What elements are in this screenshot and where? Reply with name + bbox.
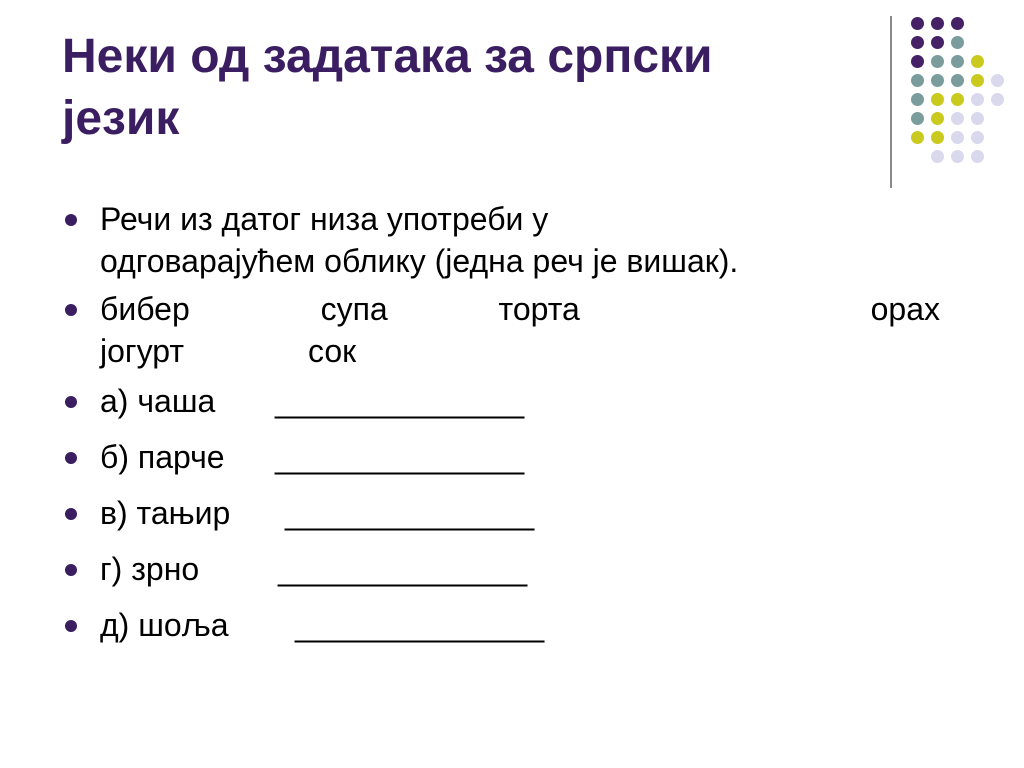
decorative-dot — [971, 55, 984, 68]
title-line-2: језик — [62, 92, 180, 145]
decorative-dot — [911, 112, 924, 125]
word-list-row-2 — [100, 330, 950, 372]
fill-item-d — [60, 604, 950, 646]
decorative-dot — [951, 93, 964, 106]
title-line-1: Неки од задатака за српски — [62, 30, 713, 83]
slide-title — [62, 26, 862, 150]
fill-label: г) зрно — [100, 551, 200, 587]
decorative-dot — [931, 36, 944, 49]
instruction-line-1: Речи из датог низа употреби у — [100, 201, 549, 237]
decorative-dot — [931, 55, 944, 68]
bullet-marker — [65, 214, 77, 226]
word-biber: бибер — [100, 291, 190, 327]
fill-blank: ______________ — [285, 495, 535, 531]
fill-item-v — [60, 492, 950, 534]
fill-label: в) тањир — [100, 495, 231, 531]
word-sok: сок — [307, 333, 357, 369]
fill-blank: ______________ — [278, 551, 528, 587]
bullet-list — [60, 198, 950, 646]
decorative-dot — [931, 150, 944, 163]
bullet-instruction — [60, 198, 950, 282]
decorative-dot — [951, 112, 964, 125]
bullet-marker — [65, 304, 77, 316]
bullet-marker — [65, 620, 77, 632]
decorative-dot — [911, 93, 924, 106]
decorative-dot — [971, 131, 984, 144]
decorative-dot — [971, 150, 984, 163]
bullet-word-list — [60, 288, 950, 372]
fill-item-b — [60, 436, 950, 478]
decorative-dot — [931, 112, 944, 125]
decorative-dot — [951, 36, 964, 49]
decorative-dot — [951, 150, 964, 163]
decorative-dot — [971, 112, 984, 125]
decorative-dot — [971, 74, 984, 87]
bullet-marker — [65, 452, 77, 464]
word-orah: орах — [870, 291, 940, 327]
decorative-dot — [951, 74, 964, 87]
bullet-marker — [65, 564, 77, 576]
decorative-dot — [911, 74, 924, 87]
fill-blank: ______________ — [275, 439, 525, 475]
instruction-line-2: одговарајућем облику (једна реч је вишак). — [100, 243, 739, 279]
word-jogurt: јогурт — [100, 333, 184, 369]
decorative-dot — [991, 74, 1004, 87]
fill-label: б) парче — [100, 439, 225, 475]
decorative-dot — [951, 131, 964, 144]
fill-label: д) шоља — [100, 607, 229, 643]
decorative-dot — [911, 36, 924, 49]
word-list-row-1 — [100, 288, 950, 330]
decorative-dot — [911, 131, 924, 144]
decorative-dot — [931, 17, 944, 30]
fill-blank: ______________ — [295, 607, 545, 643]
decorative-dot — [931, 93, 944, 106]
fill-blank: ______________ — [275, 383, 525, 419]
decorative-dot — [911, 17, 924, 30]
decorative-dot — [931, 131, 944, 144]
decorative-dot — [951, 55, 964, 68]
bullet-marker — [65, 508, 77, 520]
word-supa: супа — [320, 291, 388, 327]
bullet-marker — [65, 396, 77, 408]
fill-item-g — [60, 548, 950, 590]
decorative-dot — [931, 74, 944, 87]
decorative-dot — [911, 55, 924, 68]
decorative-dot — [991, 93, 1004, 106]
decorative-dot — [951, 17, 964, 30]
fill-item-a — [60, 380, 950, 422]
decorative-dot — [971, 93, 984, 106]
fill-label: а) чаша — [100, 383, 216, 419]
word-torta: торта — [498, 291, 580, 327]
decorative-divider — [890, 16, 892, 188]
